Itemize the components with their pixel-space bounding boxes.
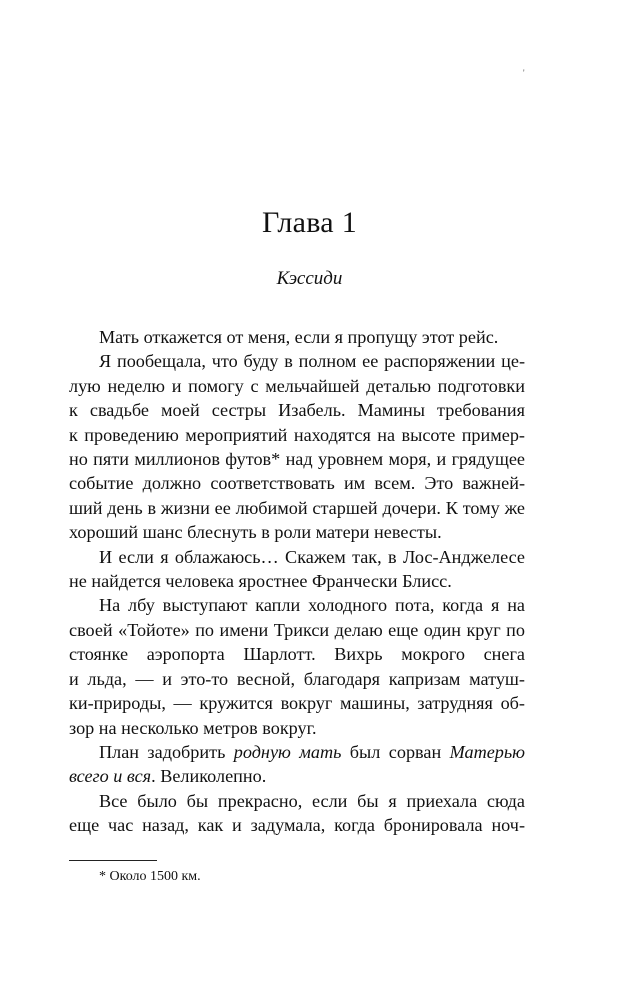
text-line: еще час назад, как и задумала, когда бронировала ноч- xyxy=(69,815,525,836)
text-run: План задобрить xyxy=(99,741,234,762)
text-line xyxy=(69,764,525,788)
chapter-subtitle: Кэссиди xyxy=(276,268,343,289)
paragraph xyxy=(69,349,525,544)
text-line: к свадьбе моей сестры Изабель. Мамины требования xyxy=(69,400,525,421)
paragraph xyxy=(69,545,525,594)
text-line xyxy=(69,740,525,764)
text-line: Мать откажется от меня, если я пропущу этот рейс. xyxy=(99,327,499,347)
text-line: лую неделю и помогу с мельчайшей деталью подготовки xyxy=(69,375,525,396)
text-line: И если я облажаюсь… Скажем так, в Лос-Анджелесе xyxy=(99,546,525,567)
text-run: был сорван xyxy=(341,741,450,762)
text-line: своей «Тойоте» по имени Трикси делаю еще один круг по xyxy=(69,619,525,640)
paragraph xyxy=(69,789,525,838)
text-line: и льда, — и это-то весной, благодаря капризам матуш- xyxy=(69,668,525,689)
text-line: Я пообещала, что буду в полном ее распоряжении це- xyxy=(99,351,525,372)
text-line: стоянке аэропорта Шарлотт. Вихрь мокрого снега xyxy=(69,644,525,665)
text-line: но пяти миллионов футов* над уровнем моря, и грядущее xyxy=(69,449,525,470)
italic-run: всего и вся xyxy=(69,766,152,787)
body-text xyxy=(69,325,525,838)
text-line: Все было бы прекрасно, если бы я приехала сюда xyxy=(99,790,525,811)
italic-run: Матерью xyxy=(449,741,525,762)
corner-mark: ' xyxy=(523,68,525,78)
paragraph xyxy=(69,593,525,739)
text-line: не найдется человека яростнее Франчески Блисс. xyxy=(69,571,452,592)
text-line: к проведению мероприятий находятся на высоте пример- xyxy=(69,424,525,445)
footnote-divider xyxy=(69,860,157,861)
text-line: На лбу выступают капли холодного пота, когда я на xyxy=(99,595,525,616)
footnote: * Около 1500 км. xyxy=(99,869,201,884)
text-line: хороший шанс блеснуть в роли матери невесты. xyxy=(69,522,442,543)
text-line: событие должно соответствовать им всем. Это важней- xyxy=(69,473,525,494)
text-line: ки-природы, — кружится вокруг машины, затрудняя об- xyxy=(69,693,525,714)
text-run: . Великолепно. xyxy=(151,766,267,787)
italic-run: родную мать xyxy=(233,741,342,762)
chapter-title: Глава 1 xyxy=(261,206,358,239)
text-line: зор на несколько метров вокруг. xyxy=(69,717,317,738)
text-line: ший день в жизни ее любимой старшей дочери. К тому же xyxy=(69,497,525,518)
paragraph xyxy=(69,740,525,789)
paragraph xyxy=(69,325,525,349)
